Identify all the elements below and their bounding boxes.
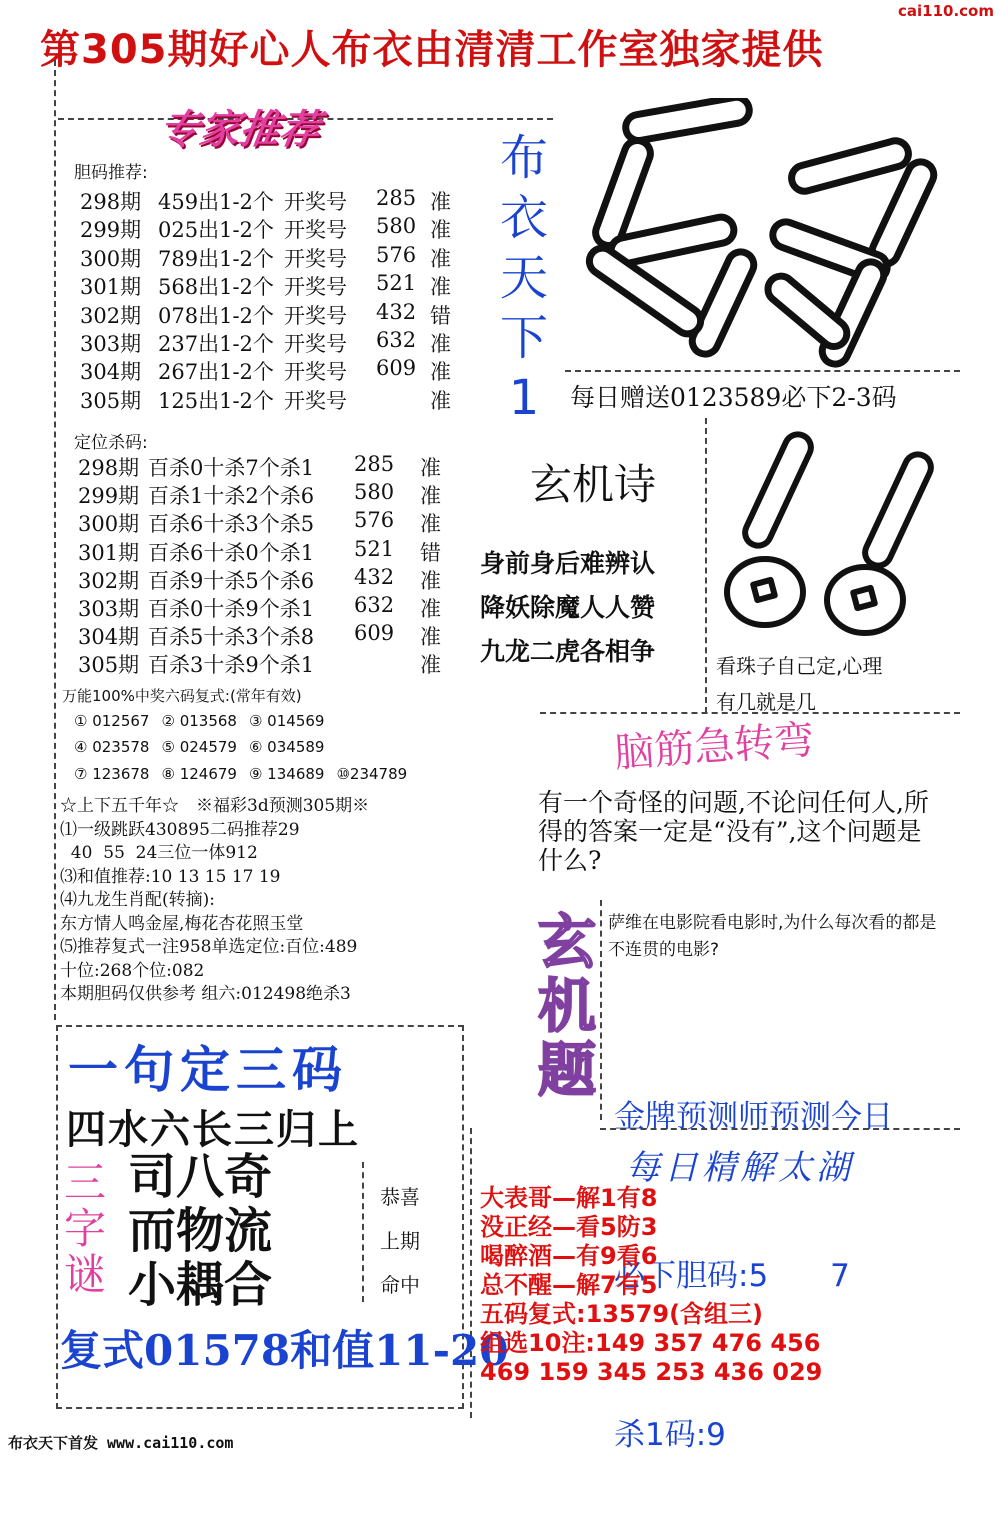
shangxia-line: 本期胆码仅供参考 组六:012498绝杀3: [60, 984, 351, 1004]
danma-desc: 025出1-2个: [158, 218, 274, 243]
xuanji-title: [536, 910, 598, 1102]
dingwei-res: 准: [420, 512, 441, 537]
gift-line: 每日赠送0123589必下2-3码: [570, 383, 897, 412]
danma-period: 300期: [80, 246, 142, 271]
danma-res: 准: [430, 275, 451, 300]
danma-kj: 开奖号: [284, 303, 347, 328]
dingwei-res: 准: [420, 653, 441, 678]
dingwei-period: 299期: [78, 484, 140, 509]
dingwei-period: 298期: [78, 456, 140, 480]
danma-num: 609: [376, 356, 417, 381]
gold-line: 必下胆码:5 7: [614, 1258, 850, 1294]
six-code: ③ 014569: [248, 712, 325, 730]
danma-kj: 开奖号: [284, 190, 347, 214]
shangxia-block: [60, 795, 369, 1007]
xuanji-char: 玄: [537, 908, 596, 976]
taihu-line: 五码复式:13579(含组三): [480, 1300, 764, 1328]
six-code: ⑨ 134689: [248, 765, 325, 783]
buyi-vertical-title: [494, 128, 554, 428]
danma-kj: 开奖号: [284, 388, 347, 413]
congrats-line: 恭喜: [380, 1185, 420, 1209]
six-code: ⑥ 034589: [248, 738, 325, 756]
shangxia-line: ⑸推荐复式一注958单选定位:百位:489: [60, 937, 358, 957]
six-code: ⑩234789: [336, 765, 408, 783]
danma-desc: 237出1-2个: [158, 332, 274, 356]
dingwei-num: 580: [354, 480, 395, 505]
big-number-53: [570, 98, 950, 373]
footer-text: 布衣天下首发 www.cai110.com: [8, 1434, 234, 1452]
taihu-line: 喝醉酒—有9看6: [480, 1242, 658, 1270]
taihu-line: 组选10注:149 357 476 456: [480, 1329, 821, 1357]
naojin-title: 脑筋急转弯: [612, 717, 816, 777]
riddle-word: 司八奇: [128, 1149, 273, 1205]
danma-res: 准: [430, 246, 451, 271]
six-code: ⑧ 124679: [161, 765, 237, 783]
danma-res: 准: [430, 218, 451, 243]
danma-period: 302期: [80, 303, 142, 328]
congrats-line: 上期: [380, 1229, 420, 1253]
site-watermark[interactable]: cai110.com: [898, 2, 994, 20]
danma-res: 准: [430, 332, 451, 356]
dingwei-desc: 百杀6十杀0个杀1: [148, 540, 315, 565]
danma-kj: 开奖号: [284, 246, 347, 271]
danma-desc: 078出1-2个: [158, 303, 274, 328]
danma-period: 301期: [80, 275, 142, 300]
sanzi-label: 三字谜: [64, 1158, 107, 1299]
danma-num: 632: [376, 328, 417, 352]
wanneng-line-3: [74, 765, 419, 783]
wanneng-line-2: [74, 738, 336, 756]
shangxia-line: ☆上下五千年☆ ※福彩3d预测305期※: [60, 796, 370, 816]
naojin-question: 有一个奇怪的问题,不论问任何人,所得的答案一定是“没有”,这个问题是什么?: [538, 788, 929, 875]
danma-num: 521: [376, 271, 417, 296]
dingwei-desc: 百杀0十杀9个杀1: [148, 597, 315, 621]
danma-res: 准: [430, 360, 451, 385]
dingwei-res: 错: [420, 540, 441, 565]
riddle-word: 而物流: [128, 1203, 273, 1259]
buyi-char: 下: [499, 310, 548, 366]
gold-line: 杀1码:9: [614, 1417, 726, 1453]
taihu-lines: [480, 1184, 822, 1387]
riddle-line: 四水六长三归上: [66, 1107, 360, 1153]
dingwei-desc: 百杀6十杀3个杀5: [148, 512, 315, 537]
dingwei-desc: 百杀1十杀2个杀6: [148, 484, 315, 509]
taihu-title: 每日精解太湖: [626, 1148, 854, 1188]
dingwei-num: 285: [354, 452, 395, 476]
expert-heading: 专家推荐: [156, 107, 323, 153]
dingwei-num: 521: [354, 536, 395, 561]
gold-rule: [600, 1128, 960, 1130]
dingwei-res: 准: [420, 568, 441, 593]
dingwei-period: 305期: [78, 653, 140, 678]
riddle-word: 小耦合: [128, 1257, 273, 1313]
congrats-block: [380, 1175, 420, 1307]
xuanji-frame: [600, 900, 602, 1120]
fushi-line: 复式01578和值11-20: [60, 1326, 509, 1375]
congrats-divider: [362, 1162, 364, 1302]
beads-note-line: 看珠子自己定,心理: [716, 654, 883, 678]
dingwei-period: 304期: [78, 625, 140, 650]
gold-line: 金牌预测师预测今日: [614, 1099, 893, 1135]
shangxia-line: ⑴一级跳跃430895二码推荐29: [60, 819, 300, 840]
danma-res: 准: [430, 388, 451, 413]
danma-num: 432: [376, 299, 417, 324]
dingwei-num: 432: [354, 564, 395, 589]
beads-note-line: 有几就是几: [716, 690, 816, 714]
taihu-line: 没正经—看5防3: [480, 1213, 658, 1241]
danma-desc: 267出1-2个: [158, 360, 274, 385]
dingwei-desc: 百杀3十杀9个杀1: [148, 653, 315, 678]
page-title: 第305期好心人布衣由清清工作室独家提供: [40, 27, 824, 73]
danma-num: 580: [376, 214, 417, 239]
danma-num: 285: [376, 186, 417, 210]
danma-period: 299期: [80, 218, 142, 243]
danma-table: [80, 186, 480, 416]
poem-title: 玄机诗: [530, 460, 657, 509]
poem-line: 九龙二虎各相争: [480, 637, 656, 666]
dingwei-table: [78, 452, 478, 682]
poem-line: 降妖除魔人人赞: [480, 593, 656, 622]
buyi-char: 天: [499, 250, 548, 306]
congrats-line: 命中: [380, 1273, 420, 1297]
beads-drawing: [715, 420, 955, 645]
danma-period: 298期: [80, 190, 142, 214]
beads-number-01: [715, 420, 955, 645]
xuanji-char: 题: [537, 1036, 596, 1104]
taihu-line: 总不醒—解7有5: [480, 1271, 658, 1299]
six-code: ④ 023578: [74, 738, 150, 756]
riddle-words: [128, 1150, 272, 1312]
danma-period: 304期: [80, 360, 142, 385]
danma-kj: 开奖号: [284, 332, 347, 356]
dingwei-res: 准: [420, 625, 441, 650]
xuanji-char: 机: [537, 972, 596, 1040]
dingwei-period: 301期: [78, 540, 140, 565]
danma-desc: 789出1-2个: [158, 246, 274, 271]
danma-period: 303期: [80, 332, 142, 356]
poem-line: 身前身后难辨认: [480, 549, 656, 578]
shangxia-line: 十位:268个位:082: [60, 960, 205, 981]
danma-kj: 开奖号: [284, 218, 347, 243]
six-code: ② 013568: [161, 712, 237, 730]
shangxia-line: 40 55 24三位一体912: [60, 843, 258, 863]
buyi-char: 衣: [499, 190, 548, 246]
taihu-line: 大表哥—解1有8: [480, 1184, 658, 1212]
danma-res: 准: [430, 190, 451, 214]
beads-frame: [705, 418, 707, 713]
poem-lines: [480, 542, 655, 674]
dingwei-res: 准: [420, 484, 441, 509]
danma-desc: 125出1-2个: [158, 388, 274, 413]
dingwei-period: 302期: [78, 568, 140, 593]
dingwei-label: 定位杀码:: [74, 433, 148, 453]
danma-label: 胆码推荐:: [74, 163, 148, 183]
buyi-char: 1: [508, 370, 540, 426]
shangxia-line: ⑶和值推荐:10 13 15 17 19: [60, 866, 281, 887]
danma-desc: 568出1-2个: [158, 275, 274, 300]
wanneng-label: 万能100%中奖六码复式:(常年有效): [62, 687, 302, 705]
danma-num: 576: [376, 242, 417, 267]
dingwei-desc: 百杀0十杀7个杀1: [148, 456, 315, 480]
shangxia-line: ⑷九龙生肖配(转摘):: [60, 890, 215, 910]
danma-res: 错: [430, 303, 451, 328]
six-code: ① 012567: [74, 712, 150, 730]
dingwei-period: 300期: [78, 512, 140, 537]
danma-period: 305期: [80, 388, 142, 413]
danma-kj: 开奖号: [284, 275, 347, 300]
dingwei-res: 准: [420, 597, 441, 621]
xuanji-question: 萨维在电影院看电影时,为什么每次看的都是不连贯的电影?: [608, 913, 937, 960]
dingwei-res: 准: [420, 456, 441, 480]
wanneng-line-1: [74, 712, 336, 730]
dingwei-desc: 百杀9十杀5个杀6: [148, 568, 315, 593]
left-vertical-rule: [54, 60, 56, 1020]
dingwei-period: 303期: [78, 597, 140, 621]
six-code: ⑤ 024579: [161, 738, 237, 756]
big-number-drawing: [570, 98, 950, 373]
dingwei-num: 576: [354, 508, 395, 533]
sentence-title: 一句定三码: [68, 1040, 348, 1099]
dingwei-num: 632: [354, 593, 395, 617]
shangxia-line: 东方情人鸣金屋,梅花杏花照玉堂: [60, 913, 304, 934]
danma-kj: 开奖号: [284, 360, 347, 385]
danma-desc: 459出1-2个: [158, 190, 274, 214]
dingwei-desc: 百杀5十杀3个杀8: [148, 625, 315, 650]
taihu-line: 469 159 345 253 436 029: [480, 1358, 823, 1386]
buyi-char: 布: [499, 130, 548, 186]
gift-rule: [565, 370, 960, 372]
six-code: ⑦ 123678: [74, 765, 150, 783]
dingwei-num: 609: [354, 621, 395, 646]
